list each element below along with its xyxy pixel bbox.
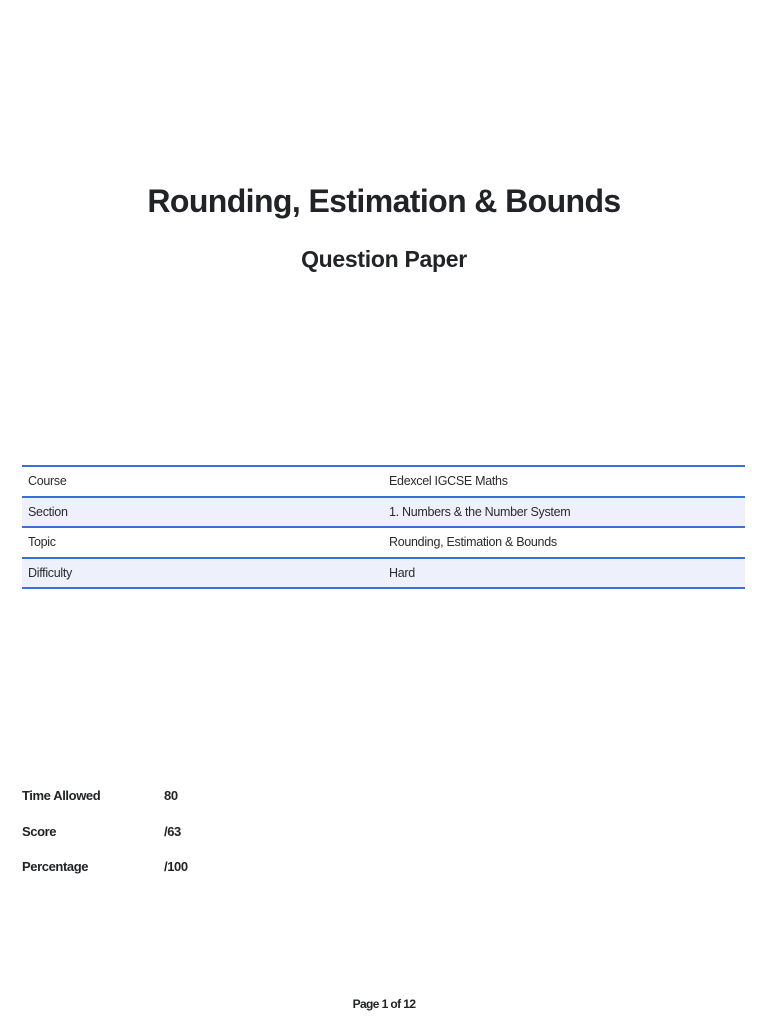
stat-value: 80 (164, 788, 178, 803)
stat-label: Time Allowed (22, 788, 101, 803)
stat-row-time-allowed (22, 788, 188, 824)
info-row-section (22, 498, 745, 529)
info-row-topic (22, 528, 745, 559)
info-table (22, 465, 745, 589)
document-subtitle: Question Paper (301, 246, 467, 272)
exam-stats (22, 788, 188, 895)
info-row-difficulty (22, 559, 745, 590)
info-label: Difficulty (28, 565, 73, 580)
stat-row-score (22, 824, 188, 860)
stat-value: /100 (164, 859, 188, 874)
stat-row-percentage (22, 859, 188, 895)
info-value: 1. Numbers & the Number System (389, 504, 571, 519)
stat-label: Score (22, 823, 57, 839)
info-value: Hard (389, 565, 415, 580)
stat-label: Percentage (22, 859, 89, 874)
info-label: Topic (28, 535, 56, 550)
page-number: Page 1 of 12 (352, 997, 416, 1011)
info-label: Section (28, 504, 68, 519)
info-value: Rounding, Estimation & Bounds (389, 535, 557, 550)
info-value: Edexcel IGCSE Maths (389, 474, 508, 489)
stat-value: /63 (164, 823, 181, 839)
info-label: Course (28, 474, 67, 489)
info-row-course (22, 467, 745, 498)
document-title: Rounding, Estimation & Bounds (147, 183, 621, 219)
